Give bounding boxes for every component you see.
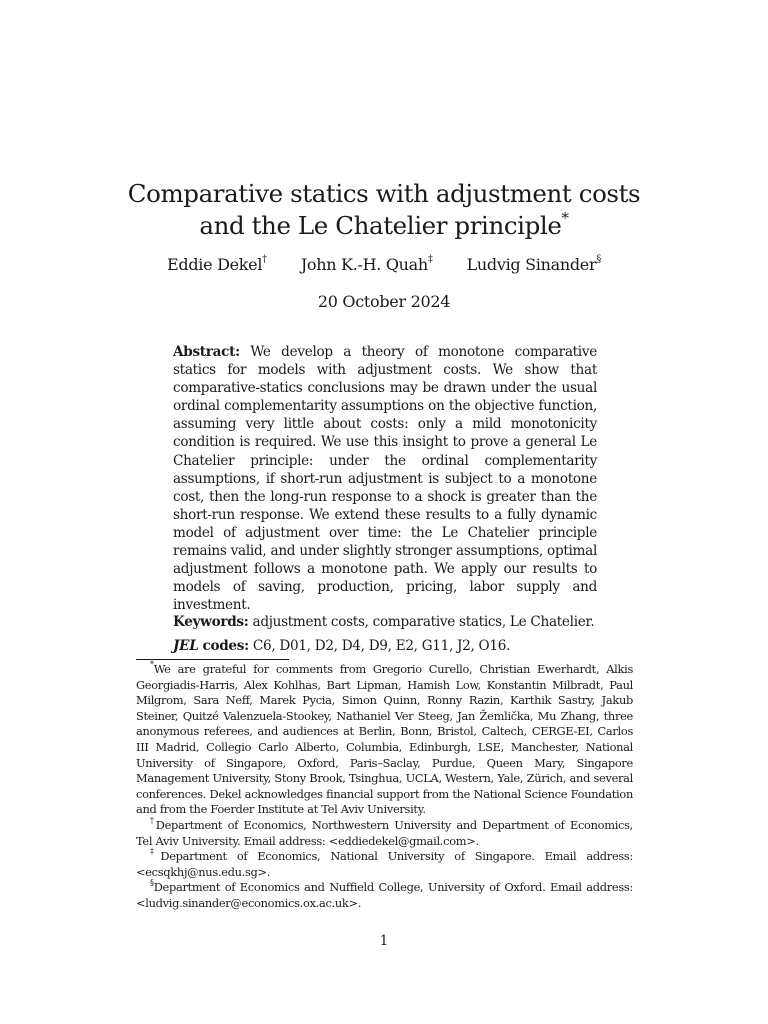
author-1-mark: † bbox=[262, 254, 267, 266]
footnote-rule bbox=[136, 659, 289, 660]
author-list bbox=[100, 255, 668, 275]
footnote-sinander bbox=[136, 880, 633, 911]
paper-date: 20 October 2024 bbox=[317, 292, 451, 311]
footnote-mark: † bbox=[150, 815, 156, 825]
footnote-dekel bbox=[136, 815, 633, 849]
keywords-label: Keywords: bbox=[173, 614, 249, 630]
title-line-1: Comparative statics with adjustment costs bbox=[127, 179, 641, 209]
title-footnote-mark: * bbox=[561, 208, 569, 227]
footnote-text: We are grateful for comments from Gregorio Curello, Christian Ewerhardt, Alkis Georgiadis-Harris, Alex Kohlhas, Bart Lipman, Hamish Low, Konstantin Milbradt, Paul Milgrom, Sara Neff, Marek Pycia, Simon Quinn, Ronny Razin, Karthik Sastry, Jakub Steiner, Quitzé Valenzuela-Stookey, Nathaniel Ver Steeg, Jan Žemlička, Mu Zhang, three anonymous referees, and audiences at Berlin, Bonn, Bristol, Caltech, CERGE-EI, Carlos III Madrid, Collegio Carlo Alberto, Columbia, Edinburgh, LSE, Manchester, National University of Singapore, Oxford, Paris–Saclay, Purdue, Queen Mary, Singapore Management University, Stony Brook, Tsinghua, UCLA, Western, Yale, Zürich, and several conferences. Dekel acknowledges financial support from the National Science Foundation and from the Foerder Institute at Tel Aviv University. bbox=[136, 662, 633, 817]
keywords-text: adjustment costs, comparative statics, Le Chatelier. bbox=[252, 614, 595, 630]
jel-text: C6, D01, D2, D4, D9, E2, G11, J2, O16. bbox=[252, 638, 511, 654]
footnote-quah bbox=[136, 849, 633, 880]
author-2-mark: ‡ bbox=[427, 254, 433, 266]
abstract-text: We develop a theory of monotone comparative statics for models with adjustment costs. We show that comparative-statics conclusions may be drawn under the usual ordinal complementarity assumptions on the objective function, assuming very little about costs: only a mild monotonicity condition is required. We use this insight to prove a general Le Chatelier principle: under the ordinal complementarity assumptions, if short-run adjustment is subject to a monotone cost, then the long-run response to a shock is greater than the short-run response. We extend these results to a fully dynamic model of adjustment over time: the Le Chatelier principle remains valid, and under slightly stronger assumptions, optimal adjustment follows a monotone path. We apply our results to models of saving, production, pricing, labor supply and investment. bbox=[173, 344, 597, 614]
author-2-name: John K.-H. Quah bbox=[300, 255, 428, 274]
footnote-text: Department of Economics and Nuffield College, University of Oxford. Email address: <ludvig.sinander@economics.ox.ac.uk>. bbox=[136, 880, 633, 910]
author-3 bbox=[467, 255, 601, 275]
footnote-mark: ‡ bbox=[150, 847, 161, 857]
paper-title bbox=[100, 178, 668, 242]
footnote-acknowledgements bbox=[136, 662, 633, 818]
title-line-2-text: and the Le Chatelier principle bbox=[199, 211, 562, 241]
title-line-2 bbox=[100, 210, 668, 242]
jel-codes bbox=[173, 637, 603, 655]
footnotes bbox=[136, 662, 633, 912]
author-1 bbox=[167, 255, 267, 275]
footnote-text: Department of Economics, Northwestern University and Department of Economics, Tel Aviv University. Email address: <eddiedekel@gmail.com>. bbox=[136, 817, 633, 848]
author-2 bbox=[301, 255, 433, 275]
jel-label-rest: codes: bbox=[202, 638, 249, 654]
author-3-name: Ludvig Sinander bbox=[466, 255, 597, 274]
keywords bbox=[173, 613, 603, 631]
footnote-mark: * bbox=[150, 660, 154, 670]
author-3-mark: § bbox=[596, 254, 601, 266]
footnote-mark: § bbox=[150, 878, 154, 888]
abstract bbox=[173, 343, 597, 614]
footnote-text: Department of Economics, National University of Singapore. Email address: <ecsqkhj@nus.edu.sg>. bbox=[136, 849, 634, 879]
author-1-name: Eddie Dekel bbox=[167, 255, 263, 274]
abstract-label: Abstract: bbox=[173, 344, 240, 360]
page-number: 1 bbox=[379, 933, 389, 949]
jel-label-italic: JEL bbox=[173, 638, 199, 654]
